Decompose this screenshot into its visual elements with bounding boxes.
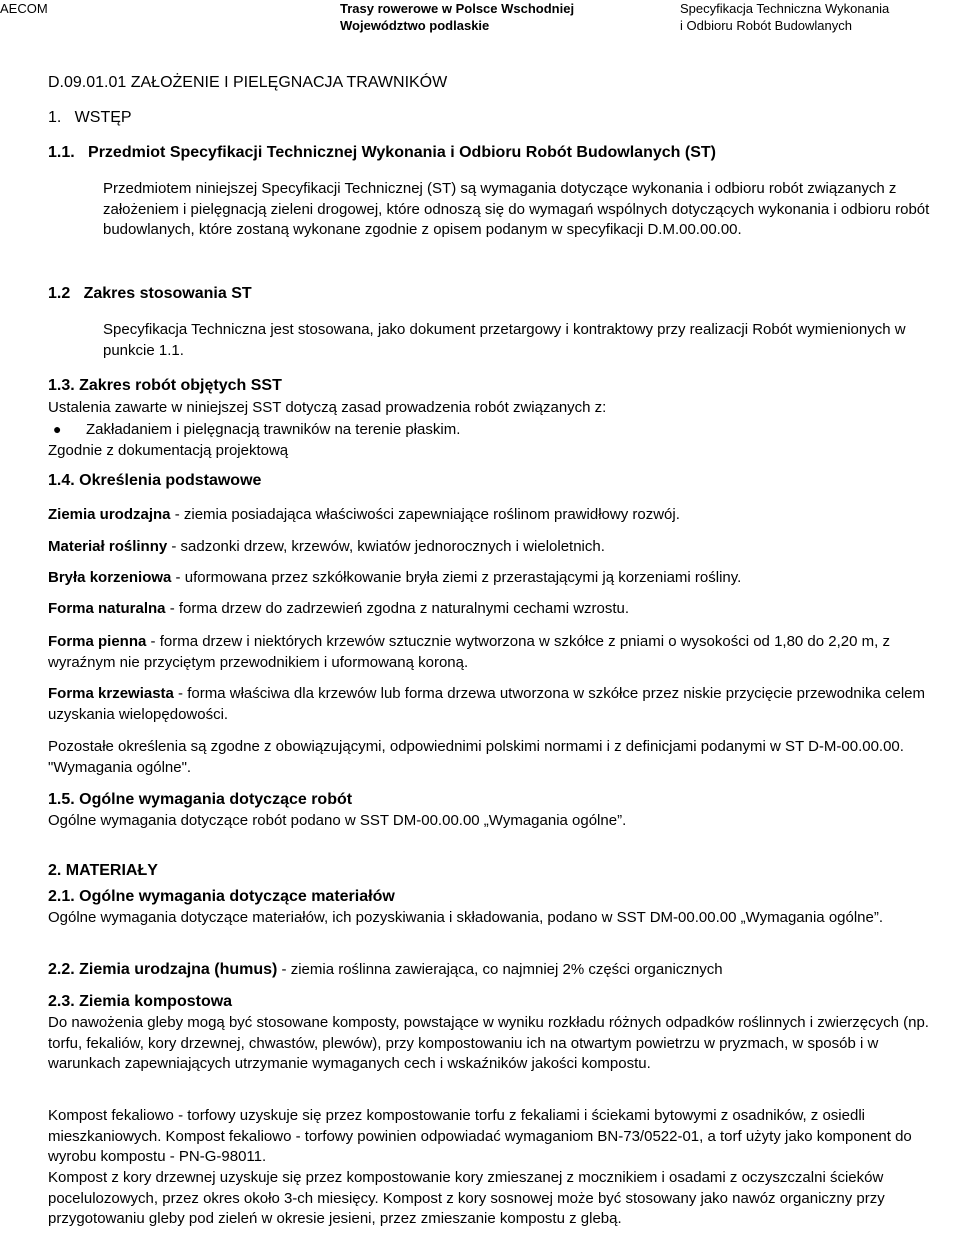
- definition-item: [48, 684, 952, 725]
- section-1-heading: 1. WSTĘP: [48, 109, 132, 126]
- section-2-2: [48, 960, 952, 981]
- definition-item: [48, 568, 952, 589]
- definition-term: Forma naturalna: [48, 600, 166, 617]
- section-2-3-heading: 2.3. Ziemia kompostowa: [48, 993, 233, 1010]
- definition-text: - sadzonki drzew, krzewów, kwiatów jednorocznych i wieloletnich.: [167, 538, 605, 555]
- section-2-3-body-3: Kompost z kory drzewnej uzyskuje się przez kompostowanie kory zmieszanej z mocznikiem i osadami z oczyszczalni ścieków pocelulozowych, przez okres około 3-ch miesięcy. Kompost z kory sosnowej może być stosowany jako nawóz organiczny przy przygotowaniu gleby pod zieleń w okresie jesieni, przez zmieszanie kompostu z glebą.: [48, 1169, 885, 1227]
- definition-item: [48, 599, 952, 620]
- document-title: D.09.01.01 ZAŁOŻENIE I PIELĘGNACJA TRAWNIKÓW: [48, 74, 448, 91]
- section-2-3-body-1: Do nawożenia gleby mogą być stosowane komposty, powstające w wyniku rozkładu różnych odpadków roślinnych i zwierzęcych (np. torfu, fekaliów, kory drzewnej, chwastów, plewów), przy kompostowaniu ich na otwartym powietrzu w pryzmach, w sposób i w warunkach zapewniających utrzymanie wymaganych cech i wskaźników jakości kompostu.: [48, 1014, 929, 1072]
- definition-text: - forma drzew do zadrzewień zgodna z naturalnymi cechami wzrostu.: [165, 600, 630, 617]
- section-2-heading: 2. MATERIAŁY: [48, 862, 158, 879]
- section-2-3-body-2: Kompost fekaliowo - torfowy uzyskuje się przez kompostowanie torfu z fekaliami i ściekami bytowymi z osadników, z osiedli mieszkaniowych. Kompost fekaliowo - torfowy powinien odpowiadać wymaganiom BN-73/0522-01, a torf użyty jako komponent do wyrobu kompostu - PN-G-98011.: [48, 1107, 912, 1165]
- section-1-3-bullet: Zakładaniem i pielęgnacją trawników na terenie płaskim.: [86, 421, 461, 438]
- section-2-1-body: Ogólne wymagania dotyczące materiałów, ich pozyskiwania i składowania, podano w SST DM-00.00.00 „Wymagania ogólne”.: [48, 909, 884, 926]
- section-2-2-heading: 2.2. Ziemia urodzajna (humus): [48, 961, 278, 978]
- definition-item: [48, 505, 952, 526]
- bullet-icon: ●: [53, 421, 62, 437]
- definition-term: Ziemia urodzajna: [48, 506, 171, 523]
- header-doc-type-line1: Specyfikacja Techniczna Wykonania: [680, 1, 890, 16]
- header-project-line2: Województwo podlaskie: [340, 18, 490, 33]
- definition-term: Forma krzewiasta: [48, 685, 174, 702]
- section-1-5-heading: 1.5. Ogólne wymagania dotyczące robót: [48, 791, 353, 808]
- definition-text: - uformowana przez szkółkowanie bryła ziemi z przerastającymi ją korzeniami rośliny.: [171, 569, 742, 586]
- header-project: [340, 0, 574, 34]
- section-1-1-heading: 1.1. Przedmiot Specyfikacji Technicznej Wykonania i Odbioru Robót Budowlanych (ST): [48, 144, 716, 161]
- definition-term: Materiał roślinny: [48, 538, 168, 555]
- definition-text: - forma właściwa dla krzewów lub forma drzewa utworzona w szkółce przez niskie przycięcie przewodnika celem uzyskania wielopędowości.: [48, 685, 925, 723]
- section-1-3-heading: 1.3. Zakres robót objętych SST: [48, 377, 282, 394]
- section-1-5-body: Ogólne wymagania dotyczące robót podano w SST DM-00.00.00 „Wymagania ogólne”.: [48, 812, 627, 829]
- section-1-3-after: Zgodnie z dokumentacją projektową: [48, 442, 289, 459]
- section-1-2-heading: 1.2 Zakres stosowania ST: [48, 285, 252, 302]
- section-1-4-other: Pozostałe określenia są zgodne z obowiązującymi, odpowiednimi polskimi normami i z definicjami podanymi w ST D-M-00.00.00. "Wymagania ogólne".: [48, 738, 904, 776]
- header-doc-type: [680, 0, 889, 34]
- header-company: AECOM: [0, 1, 48, 16]
- definition-text: - forma drzew i niektórych krzewów sztucznie wytworzona w szkółce z pniami o wysokości od 1,80 do 2,20 m, z wyraźnym nie przyciętym przewodnikiem i uformowaną koroną.: [48, 633, 890, 671]
- section-1-3-body: Ustalenia zawarte w niniejszej SST dotyczą zasad prowadzenia robót związanych z:: [48, 399, 607, 416]
- definition-text: - ziemia posiadająca właściwości zapewniające roślinom prawidłowy rozwój.: [170, 506, 680, 523]
- definition-term: Forma pienna: [48, 633, 147, 650]
- header-doc-type-line2: i Odbioru Robót Budowlanych: [680, 18, 852, 33]
- section-1-4-heading: 1.4. Określenia podstawowe: [48, 472, 262, 489]
- section-1-1-body: Przedmiotem niniejszej Specyfikacji Technicznej (ST) są wymagania dotyczące wykonania i odbioru robót związanych z założeniem i pielęgnacją zieleni drogowej, które odnoszą się do wymagań wspólnych dotyczących wykonania i odbioru robót budowlanych, które zostaną wykonane zgodnie z opisem podanym w specyfikacji D.M.00.00.00.: [103, 180, 930, 238]
- definition-term: Bryła korzeniowa: [48, 569, 172, 586]
- section-2-2-text: - ziemia roślinna zawierająca, co najmniej 2% części organicznych: [277, 961, 723, 978]
- section-2-1-heading: 2.1. Ogólne wymagania dotyczące materiałów: [48, 888, 395, 905]
- definition-item: [48, 632, 952, 673]
- header-project-line1: Trasy rowerowe w Polsce Wschodniej: [340, 1, 575, 16]
- section-1-2-body: Specyfikacja Techniczna jest stosowana, jako dokument przetargowy i kontraktowy przy realizacji Robót wymienionych w punkcie 1.1.: [103, 321, 906, 359]
- definition-item: [48, 537, 952, 558]
